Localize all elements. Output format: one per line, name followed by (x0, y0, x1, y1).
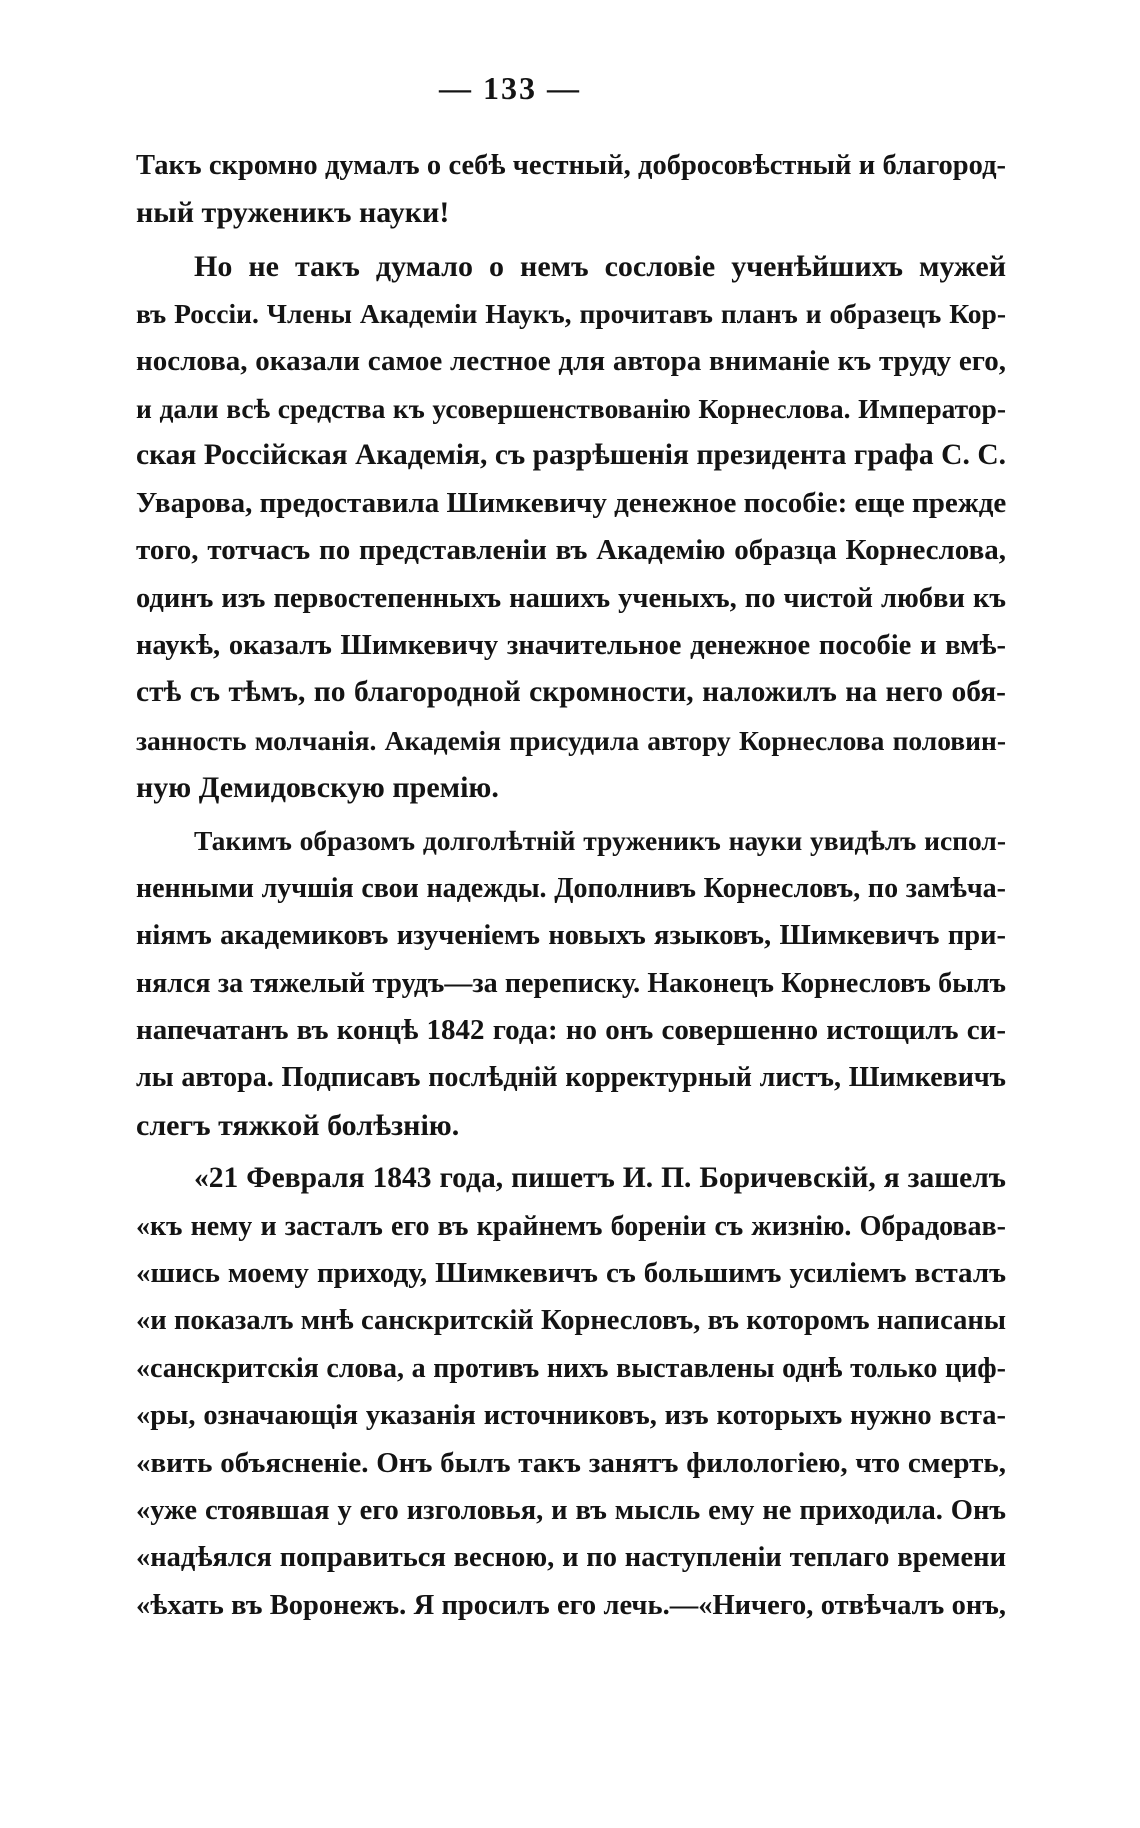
text-line: «санскритскія слова, а противъ нихъ выставлены однѣ только циф- (136, 1352, 1006, 1384)
text-line: стѣ съ тѣмъ, по благородной скромности, наложилъ на него обя- (136, 676, 1006, 709)
text-line: одинъ изъ первостепенныхъ нашихъ ученыхъ, по чистой любви къ (136, 582, 1006, 614)
text-line: «шись моему приходу, Шимкевичъ съ большимъ усиліемъ всталъ (136, 1256, 1006, 1289)
text-line: ную Демидовскую премію. (136, 771, 499, 805)
text-line: «уже стоявшая у его изголовья, и въ мысль ему не приходила. Онъ (136, 1494, 1006, 1526)
text-line: «вить объясненіе. Онъ былъ такъ занятъ филологіею, что смерть, (136, 1446, 1006, 1479)
text-line: ненными лучшія свои надежды. Дополнивъ Корнесловъ, по замѣча- (136, 872, 1006, 904)
text-line: «къ нему и засталъ его въ крайнемъ бореніи съ жизнію. Обрадовав- (136, 1210, 1006, 1242)
text-line: нослова, оказали самое лестное для автора вниманіе къ труду его, (136, 344, 1006, 377)
text-line: напечатанъ въ концѣ 1842 года: но онъ совершенно истощилъ си- (136, 1014, 1006, 1047)
text-line: Но не такъ думало о немъ сословіе ученѣйшихъ мужей (194, 249, 1006, 283)
text-line: того, тотчасъ по представленіи въ Академію образца Корнеслова, (136, 534, 1006, 567)
text-line: ный труженикъ науки! (136, 196, 450, 230)
text-line: «ѣхать въ Воронежъ. Я просилъ его лечь.—«Ничего, отвѣчалъ онъ, (136, 1589, 1006, 1621)
text-line: Такимъ образомъ долголѣтній труженикъ науки увидѣлъ испол- (194, 825, 1006, 857)
text-line: ская Россійская Академія, съ разрѣшенія президента графа С. С. (136, 439, 1006, 472)
text-line: «ры, означающія указанія источниковъ, изъ которыхъ нужно вста- (136, 1400, 1006, 1432)
text-line: «и показалъ мнѣ санскритскій Корнесловъ, въ которомъ написаны (136, 1305, 1006, 1337)
text-line: занность молчанія. Академія присудила автору Корнеслова половин- (136, 724, 1006, 756)
page-number: — 133 — (439, 70, 581, 106)
text-line: въ Россіи. Члены Академіи Наукъ, прочитавъ планъ и образецъ Кор- (136, 298, 1006, 330)
text-line: «21 Февраля 1843 года, пишетъ И. П. Боричевскій, я зашелъ (194, 1162, 1006, 1195)
text-line: слегъ тяжкой болѣзнію. (136, 1108, 460, 1142)
text-line: нялся за тяжелый трудъ—за переписку. Наконецъ Корнесловъ былъ (136, 967, 1006, 999)
text-line: «надѣялся поправиться весною, и по наступленіи теплаго времени (136, 1542, 1006, 1574)
body-text (136, 142, 1006, 1629)
text-line: и дали всѣ средства къ усовершенствованію Корнеслова. Император- (136, 392, 1006, 424)
text-line: ніямъ академиковъ изученіемъ новыхъ языковъ, Шимкевичъ при- (136, 920, 1006, 952)
text-line: лы автора. Подписавъ послѣдній корректурный листъ, Шимкевичъ (136, 1062, 1006, 1094)
text-line: Такъ скромно думалъ о себѣ честный, добросовѣстный и благород- (136, 150, 1006, 181)
text-line: наукѣ, оказалъ Шимкевичу значительное денежное пособіе и вмѣ- (136, 629, 1006, 661)
text-line: Уварова, предоставила Шимкевичу денежное пособіе: еще прежде (136, 486, 1006, 519)
